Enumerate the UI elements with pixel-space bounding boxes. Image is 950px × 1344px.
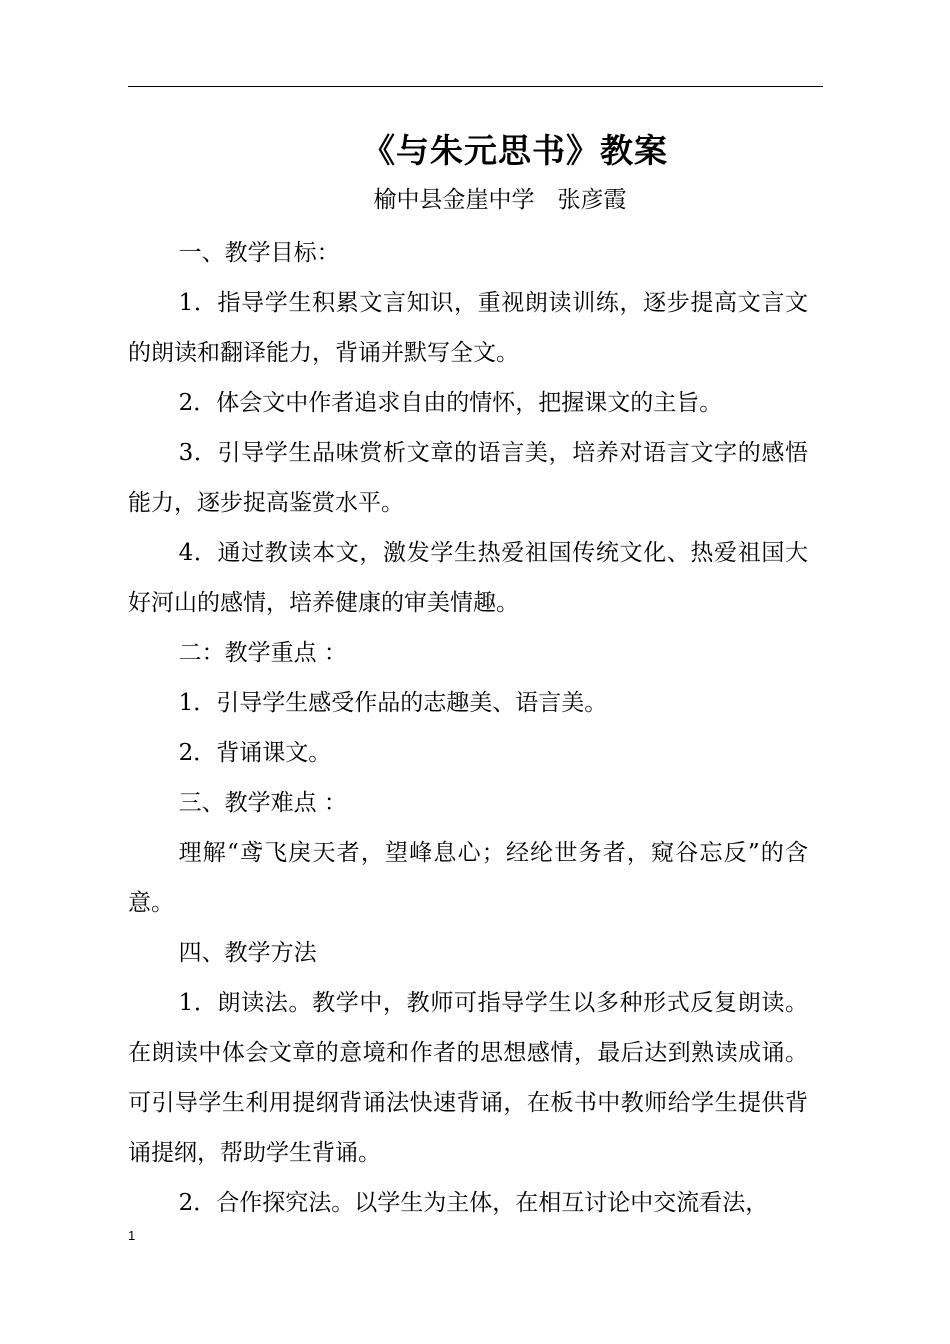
document-title: 《与朱元思书》教案 [362,131,668,170]
page-number: 1 [128,1228,136,1243]
paragraph: 1．指导学生积累文言知识，重视朗读训练，逐步提高文言文的朗读和翻译能力，背诵并默写全文。 [128,290,808,366]
paragraph: 理解“鸢飞戾天者，望峰息心；经纶世务者，窥谷忘反”的含意。 [128,840,808,916]
paragraph: 2．背诵课文。 [178,740,332,766]
paragraph: 2．体会文中作者追求自由的情怀，把握课文的主旨。 [178,390,723,416]
paragraph: 1．引导学生感受作品的志趣美、语言美。 [178,690,608,716]
paragraph: 3．引导学生品味赏析文章的语言美，培养对语言文字的感悟能力，逐步捉高鉴赏水平。 [128,440,808,516]
heading-difficulties: 三、教学难点 ： [178,790,347,816]
heading-key-points: 二：教学重点 ： [178,640,347,666]
paragraph: 1．朗读法。教学中，教师可指导学生以多种形式反复朗读。在朗读中体会文章的意境和作者的思想感情，最后达到熟读成诵。可引导学生利用提纲背诵法快速背诵，在板书中教师给学生提供背诵提纲，帮助学生背诵。 [128,990,808,1166]
heading-objectives: 一、教学目标： [178,240,340,266]
document-body [128,228,808,1228]
paragraph: 2．合作探究法。以学生为主体，在相互讨论中交流看法， [178,1190,769,1216]
author-byline: 榆中县金崖中学 张彦霞 [373,187,627,213]
paragraph: 4．通过教读本文，激发学生热爱祖国传统文化、热爱祖国大好河山的感情，培养健康的审美情趣。 [128,540,808,616]
heading-methods: 四、教学方法 [178,940,317,966]
header-rule [128,86,823,87]
